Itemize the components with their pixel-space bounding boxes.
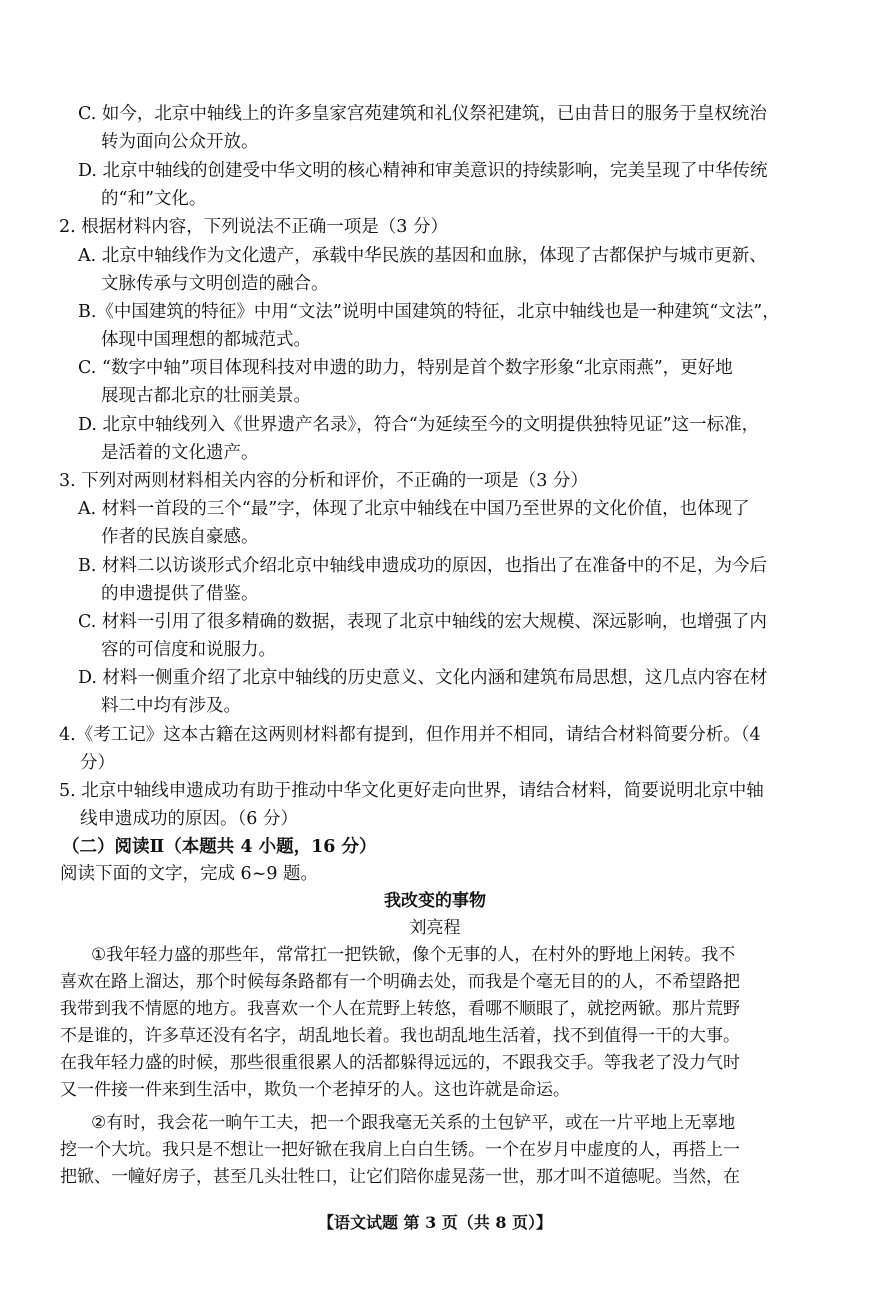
q2-option-d-line1: D. 北京中轴线列入《世界遗产名录》，符合“为延续至今的文明提供独特见证”这一标准， bbox=[78, 415, 760, 435]
q4-line2: 分） bbox=[80, 753, 115, 773]
q3-option-b-line2: 的申遗提供了借鉴。 bbox=[101, 584, 259, 604]
q2-option-b-line2: 体现中国理想的都城范式。 bbox=[101, 330, 311, 350]
passage-line: 不是谁的，许多草还没有名字，胡乱地长着。我也胡乱地生活着，找不到值得一干的大事。 bbox=[60, 1026, 740, 1046]
q1-option-d-line2: 的“和”文化。 bbox=[101, 189, 207, 209]
passage-line: ②有时，我会花一晌午工夫，把一个跟我毫无关系的土包铲平，或在一片平地上无辜地 bbox=[91, 1113, 736, 1133]
q3-stem: 3. 下列对两则材料相关内容的分析和评价，不正确的一项是（3 分） bbox=[59, 471, 588, 491]
q3-option-c-line2: 容的可信度和说服力。 bbox=[101, 640, 276, 660]
q2-stem: 2. 根据材料内容，下列说法不正确一项是（3 分） bbox=[59, 217, 448, 237]
q4-line1: 4.《考工记》这本古籍在这两则材料都有提到，但作用并不相同，请结合材料简要分析。（4 bbox=[59, 725, 761, 745]
q2-option-d-line2: 是活着的文化遗产。 bbox=[101, 443, 259, 463]
q2-option-c-line2: 展现古都北京的壮丽美景。 bbox=[101, 386, 311, 406]
q3-option-d-line1: D. 材料一侧重介绍了北京中轴线的历史意义、文化内涵和建筑布局思想，这几点内容在材 bbox=[78, 668, 768, 688]
q1-option-c-line2: 转为面向公众开放。 bbox=[101, 132, 259, 152]
section-instruction: 阅读下面的文字，完成 6~9 题。 bbox=[60, 864, 319, 884]
q2-option-c-line1: C. “数字中轴”项目体现科技对申遗的助力，特别是首个数字形象“北京雨燕”，更好地 bbox=[78, 358, 733, 378]
page-footer: 【语文试题 第 3 页（共 8 页）】 bbox=[317, 1213, 553, 1232]
passage-line: 我带到我不情愿的地方。我喜欢一个人在荒野上转悠，看哪不顺眼了，就挖两锨。那片荒野 bbox=[60, 999, 740, 1019]
q3-option-a-line1: A. 材料一首段的三个“最”字，体现了北京中轴线在中国乃至世界的文化价值，也体现了 bbox=[78, 499, 750, 519]
q3-option-d-line2: 料二中均有涉及。 bbox=[101, 696, 241, 716]
passage-line: 喜欢在路上溜达，那个时候每条路都有一个明确去处，而我是个毫无目的的人，不希望路把 bbox=[60, 972, 740, 992]
passage-line: 在我年轻力盛的时候，那些很重很累人的活都躲得远远的，不跟我交手。等我老了没力气时 bbox=[60, 1053, 740, 1073]
q3-option-c-line1: C. 材料一引用了很多精确的数据，表现了北京中轴线的宏大规模、深远影响，也增强了内 bbox=[78, 612, 767, 632]
q1-option-d-line1: D. 北京中轴线的创建受中华文明的核心精神和审美意识的持续影响，完美呈现了中华传统 bbox=[78, 161, 768, 181]
section-heading: （二）阅读Ⅱ（本题共 4 小题，16 分） bbox=[62, 837, 377, 857]
q1-option-c-line1: C. 如今，北京中轴线上的许多皇家宫苑建筑和礼仪祭祀建筑，已由昔日的服务于皇权统治 bbox=[78, 104, 767, 124]
passage-title: 我改变的事物 bbox=[384, 891, 486, 911]
q2-option-a-line1: A. 北京中轴线作为文化遗产，承载中华民族的基因和血脉，体现了古都保护与城市更新、 bbox=[78, 246, 767, 266]
q5-line2: 线申遗成功的原因。（6 分） bbox=[80, 809, 298, 829]
q2-option-a-line2: 文脉传承与文明创造的融合。 bbox=[101, 274, 329, 294]
q3-option-b-line1: B. 材料二以访谈形式介绍北京中轴线申遗成功的原因，也指出了在准备中的不足，为今后 bbox=[78, 556, 767, 576]
q5-line1: 5. 北京中轴线申遗成功有助于推动中华文化更好走向世界，请结合材料，简要说明北京中轴 bbox=[59, 781, 764, 801]
q3-option-a-line2: 作者的民族自豪感。 bbox=[101, 527, 259, 547]
passage-author: 刘亮程 bbox=[409, 918, 461, 938]
passage-line: 把锨、一幢好房子，甚至几头壮牲口，让它们陪你虚晃荡一世，那才叫不道德呢。当然，在 bbox=[60, 1167, 740, 1187]
q2-option-b-line1: B.《中国建筑的特征》中用“文法”说明中国建筑的特征，北京中轴线也是一种建筑“文法”， bbox=[78, 302, 780, 322]
passage-line: ①我年轻力盛的那些年，常常扛一把铁锨，像个无事的人，在村外的野地上闲转。我不 bbox=[91, 945, 736, 965]
passage-line: 挖一个大坑。我只是不想让一把好锨在我肩上白白生锈。一个在岁月中虚度的人，再搭上一 bbox=[60, 1140, 740, 1160]
passage-line: 又一件接一件来到生活中，欺负一个老掉牙的人。这也许就是命运。 bbox=[60, 1080, 570, 1100]
